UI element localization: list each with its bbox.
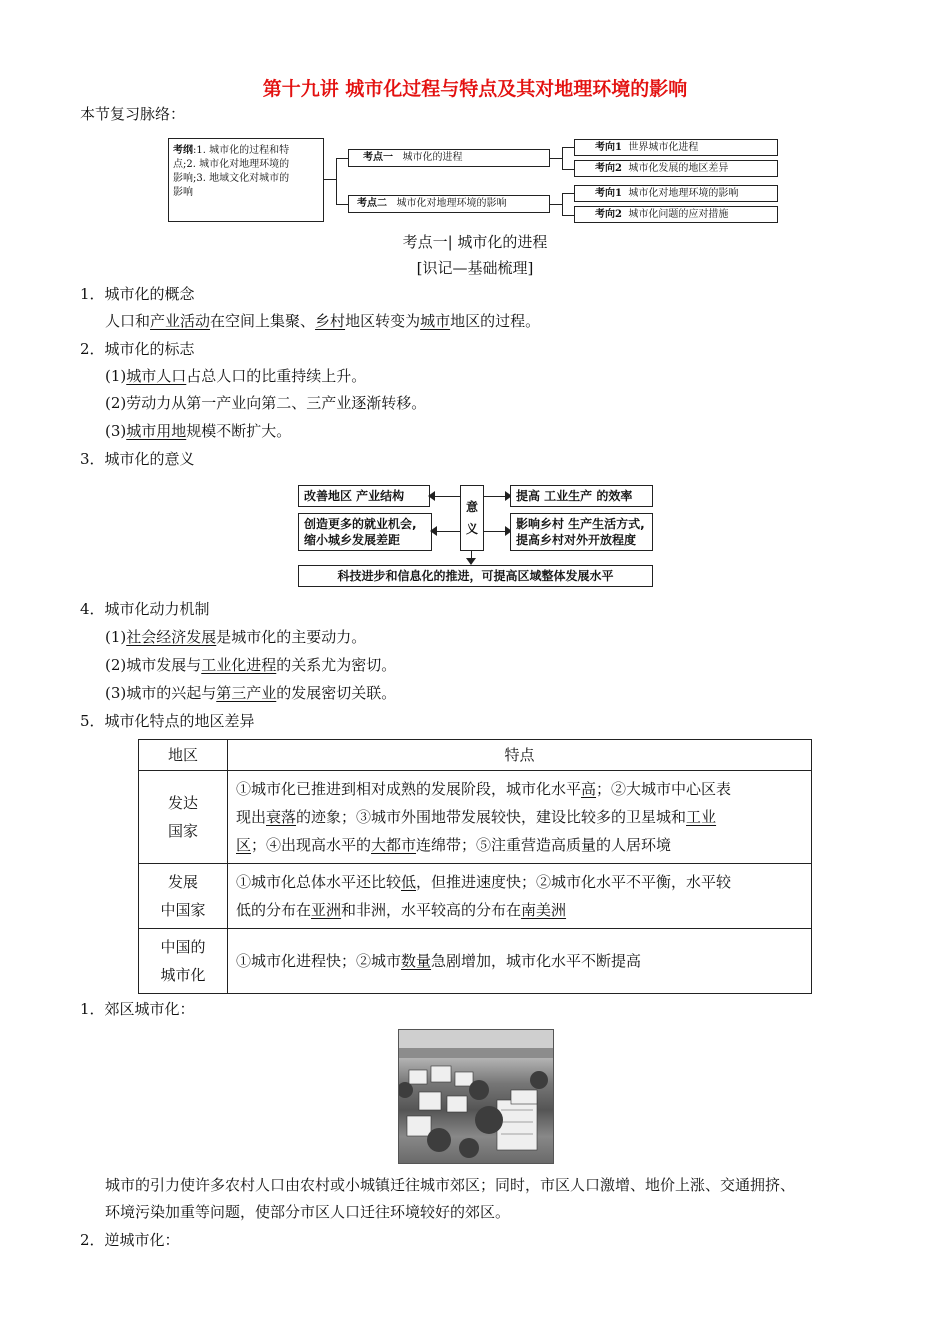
text-run: (2)城市发展与 xyxy=(105,656,202,674)
significance-box-bottom: 科技进步和信息化的推进，可提高区域整体发展水平 xyxy=(298,565,653,587)
suburb-photo xyxy=(398,1029,554,1164)
region-line: 中国家 xyxy=(160,901,206,919)
blank-answer: 城市人口 xyxy=(126,367,187,385)
outline-direction-1-2 xyxy=(574,160,778,177)
table-row xyxy=(139,864,812,929)
counter-urbanization-heading: 2．逆城市化： xyxy=(80,1231,180,1249)
outline-point-2 xyxy=(348,195,550,213)
item-2-sub-2: (2)劳动力从第一产业向第二、三产业逐渐转移。 xyxy=(105,394,427,412)
text-run: 连绵带；⑤注重营造高质量的人居环境 xyxy=(416,836,672,854)
significance-box-right-1: 提高 工业生产 的效率 xyxy=(510,485,653,507)
tree-edge xyxy=(336,158,337,204)
box-line: 缩小城乡发展差距 xyxy=(304,533,401,547)
text-run: 地区的过程。 xyxy=(450,312,541,330)
blank-answer: 城市 xyxy=(420,312,451,330)
outline-direction-1-1 xyxy=(574,139,778,156)
blank-answer: 高 xyxy=(581,780,597,798)
item-1-heading: 1．城市化的概念 xyxy=(80,285,195,303)
blank-answer: 低 xyxy=(401,873,417,891)
significance-box-right-2 xyxy=(510,513,653,551)
table-region-cell xyxy=(139,771,228,864)
text-run: (3) xyxy=(105,422,127,440)
text-run: ；②大城市中心区表 xyxy=(596,780,732,798)
text-run: 是城市化的主要动力。 xyxy=(216,628,367,646)
text-run: 规模不断扩大。 xyxy=(186,422,292,440)
blank-answer: 工业化进程 xyxy=(201,656,277,674)
text-run: 急剧增加，城市化水平不断提高 xyxy=(431,952,642,970)
item-3-heading: 3．城市化的意义 xyxy=(80,450,195,468)
blank-answer: 产业活动 xyxy=(150,312,211,330)
text-run: ①城市化已推进到相对成熟的发展阶段，城市化水平 xyxy=(236,780,582,798)
tree-edge xyxy=(562,193,574,194)
text-run: 的关系尤为密切。 xyxy=(276,656,397,674)
tree-edge xyxy=(550,158,562,159)
page-title: 第十九讲 城市化过程与特点及其对地理环境的影响 xyxy=(262,78,688,100)
outline-summary-line: :1. 城市化的过程和特 xyxy=(193,145,290,156)
blank-answer: 南美洲 xyxy=(521,901,567,919)
point-text: 城市化对地理环境的影响 xyxy=(396,198,507,209)
tree-edge xyxy=(562,147,563,169)
significance-box-left-1: 改善地区 产业结构 xyxy=(298,485,430,507)
text-run: (1) xyxy=(105,628,127,646)
blank-answer: 亚洲 xyxy=(311,901,342,919)
table-feature-cell xyxy=(228,929,812,994)
tree-edge xyxy=(562,169,574,170)
tree-edge xyxy=(336,158,348,159)
outline-summary-line: 点;2. 城市化对地理环境的 xyxy=(173,159,290,170)
item-4-sub-3 xyxy=(105,683,396,703)
box-line: 创造更多的就业机会, xyxy=(304,517,417,531)
direction-head: 考向2 xyxy=(595,209,622,220)
text-run: ①城市化进程快；②城市 xyxy=(236,952,402,970)
item-5-heading: 5．城市化特点的地区差异 xyxy=(80,712,255,730)
section-title: 考点一| 城市化的进程 xyxy=(402,233,548,251)
direction-head: 考向1 xyxy=(595,142,622,153)
table-row xyxy=(139,929,812,994)
table-feature-cell xyxy=(228,864,812,929)
tree-edge xyxy=(324,179,336,180)
region-line: 城市化 xyxy=(160,966,206,984)
direction-text: 城市化对地理环境的影响 xyxy=(628,188,739,199)
arrow-head-icon xyxy=(428,491,435,501)
direction-text: 城市化发展的地区差异 xyxy=(628,163,729,174)
text-run: ①城市化总体水平还比较 xyxy=(236,873,402,891)
text-run: 人口和 xyxy=(105,312,151,330)
text-run: ；④出现高水平的 xyxy=(251,836,372,854)
outline-point-1 xyxy=(348,149,550,167)
item-2-sub-1 xyxy=(105,366,366,386)
direction-text: 城市化问题的应对措施 xyxy=(628,209,729,220)
blank-answer: 数量 xyxy=(401,952,432,970)
outline-summary-line: 影响;3. 地域文化对城市的 xyxy=(173,173,290,184)
tree-edge xyxy=(550,204,562,205)
item-4-sub-2 xyxy=(105,655,396,675)
item-2-heading: 2．城市化的标志 xyxy=(80,340,195,358)
significance-box-left-2 xyxy=(298,513,432,551)
region-line: 发展 xyxy=(167,873,198,891)
item-1-text xyxy=(105,311,540,331)
blank-answer: 乡村 xyxy=(315,312,346,330)
outline-summary-head: 考纲 xyxy=(173,145,193,156)
text-run: (1) xyxy=(105,367,127,385)
blank-answer: 区 xyxy=(236,836,252,854)
blank-answer: 工业 xyxy=(686,808,717,826)
text-run: 的迹象；③城市外围地带发展较快，建设比较多的卫星城和 xyxy=(296,808,687,826)
box-line: 提高乡村对外开放程度 xyxy=(516,533,637,547)
arrow-head-icon xyxy=(466,558,476,565)
tree-edge xyxy=(562,215,574,216)
point-head: 考点一 xyxy=(363,152,393,163)
blank-answer: 社会经济发展 xyxy=(126,628,217,646)
region-line: 国家 xyxy=(167,822,198,840)
blank-answer: 第三产业 xyxy=(216,684,277,702)
item-4-heading: 4．城市化动力机制 xyxy=(80,600,210,618)
region-line: 中国的 xyxy=(160,938,206,956)
text-run: 地区转变为 xyxy=(345,312,421,330)
suburb-photo-graphic xyxy=(399,1030,553,1163)
table-region-cell xyxy=(139,864,228,929)
item-4-sub-1 xyxy=(105,627,366,647)
tree-edge xyxy=(562,147,574,148)
box-line: 影响乡村 生产生活方式, xyxy=(516,517,645,531)
table-feature-cell xyxy=(228,771,812,864)
table-region-cell xyxy=(139,929,228,994)
direction-head: 考向1 xyxy=(595,188,622,199)
text-run: 的发展密切关联。 xyxy=(276,684,397,702)
outline-direction-2-2 xyxy=(574,206,778,223)
suburban-paragraph-line: 城市的引力使许多农村人口由农村或小城镇迁往城市郊区；同时，市区人口激增、地价上涨、交通拥挤、 xyxy=(105,1176,796,1194)
outline-summary-box xyxy=(168,138,324,222)
direction-head: 考向2 xyxy=(595,163,622,174)
text-run: 占总人口的比重持续上升。 xyxy=(186,367,367,385)
point-head: 考点二 xyxy=(357,198,387,209)
suburban-heading: 1．郊区城市化： xyxy=(80,1000,195,1018)
table-header-cell: 特点 xyxy=(228,740,812,771)
section-subtitle: [识记—基础梳理] xyxy=(416,259,534,277)
text-run: 在空间上集聚、 xyxy=(210,312,316,330)
text-run: 现出 xyxy=(236,808,267,826)
point-text: 城市化的进程 xyxy=(402,152,463,163)
outline-direction-2-1 xyxy=(574,185,778,202)
table-header-row xyxy=(139,740,812,771)
item-2-sub-3 xyxy=(105,421,291,441)
direction-text: 世界城市化进程 xyxy=(628,142,699,153)
intro-text: 本节复习脉络： xyxy=(80,105,186,123)
significance-center-box: 意义 xyxy=(460,485,484,551)
arrow-head-icon xyxy=(430,526,437,536)
tree-edge xyxy=(336,204,348,205)
regional-difference-table xyxy=(138,739,812,994)
blank-answer: 衰落 xyxy=(266,808,297,826)
text-run: 低的分布在 xyxy=(236,901,312,919)
text-run: ，但推进速度快；②城市化水平不平衡，水平较 xyxy=(416,873,732,891)
region-line: 发达 xyxy=(167,794,198,812)
suburban-paragraph-line: 环境污染加重等问题，使部分市区人口迁往环境较好的郊区。 xyxy=(105,1203,511,1221)
outline-summary-line: 影响 xyxy=(173,187,193,198)
blank-answer: 大都市 xyxy=(371,836,417,854)
blank-answer: 城市用地 xyxy=(126,422,187,440)
table-header-cell: 地区 xyxy=(139,740,228,771)
text-run: (3)城市的兴起与 xyxy=(105,684,217,702)
table-row xyxy=(139,771,812,864)
text-run: 和非洲，水平较高的分布在 xyxy=(341,901,522,919)
tree-edge xyxy=(562,193,563,215)
